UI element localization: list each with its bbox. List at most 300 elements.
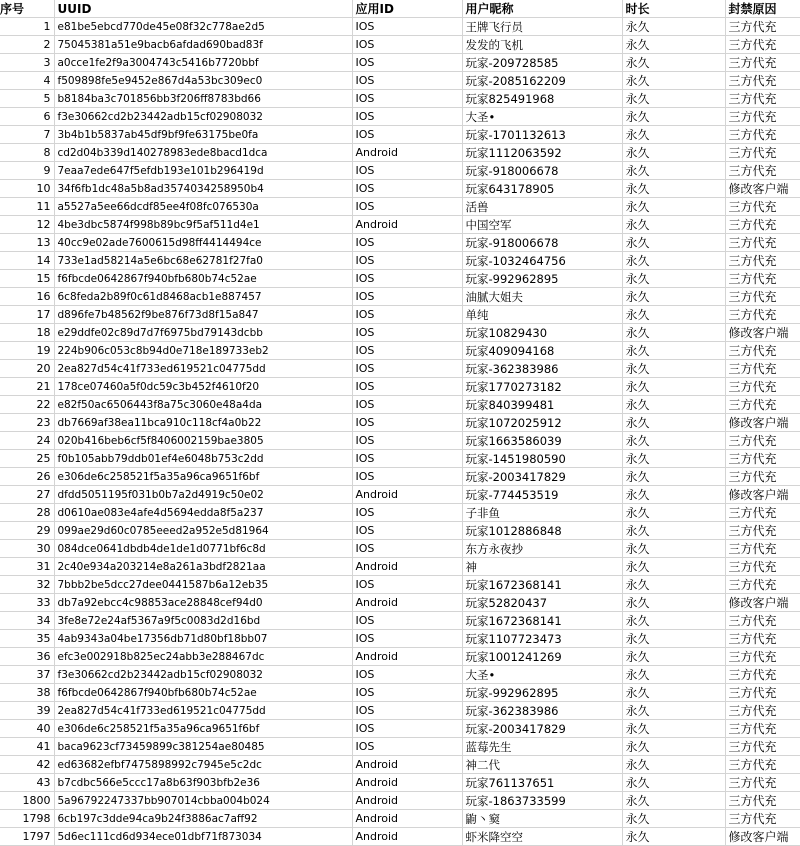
cell-app-id[interactable]: IOS [352, 180, 462, 198]
cell-duration[interactable]: 永久 [622, 324, 725, 342]
cell-app-id[interactable]: IOS [352, 162, 462, 180]
cell-duration[interactable]: 永久 [622, 72, 725, 90]
cell-uuid[interactable]: 733e1ad58214a5e6bc68e62781f27fa0 [54, 252, 352, 270]
cell-app-id[interactable]: IOS [352, 504, 462, 522]
cell-uuid[interactable]: e82f50ac6506443f8a75c3060e48a4da [54, 396, 352, 414]
cell-reason[interactable]: 三方代充 [725, 630, 800, 648]
cell-reason[interactable]: 三方代充 [725, 90, 800, 108]
cell-duration[interactable]: 永久 [622, 162, 725, 180]
table-row [0, 666, 800, 684]
cell-duration[interactable]: 永久 [622, 756, 725, 774]
cell-reason[interactable]: 三方代充 [725, 288, 800, 306]
cell-app-id[interactable]: IOS [352, 90, 462, 108]
cell-nickname[interactable]: 玩家-1451980590 [462, 450, 622, 468]
cell-nickname[interactable]: 中国空军 [462, 216, 622, 234]
table-row [0, 144, 800, 162]
cell-uuid[interactable]: 224b906c053c8b94d0e718e189733eb2 [54, 342, 352, 360]
cell-nickname[interactable]: 玩家-362383986 [462, 360, 622, 378]
cell-seq[interactable]: 32 [0, 576, 54, 594]
cell-app-id[interactable]: IOS [352, 288, 462, 306]
cell-seq[interactable]: 6 [0, 108, 54, 126]
cell-duration[interactable]: 永久 [622, 252, 725, 270]
cell-seq[interactable]: 16 [0, 288, 54, 306]
cell-duration[interactable]: 永久 [622, 270, 725, 288]
cell-app-id[interactable]: Android [352, 216, 462, 234]
cell-uuid[interactable]: 5d6ec111cd6d934ece01dbf71f873034 [54, 828, 352, 846]
cell-uuid[interactable]: baca9623cf73459899c381254ae80485 [54, 738, 352, 756]
header-app-id[interactable]: 应用ID [352, 0, 462, 18]
cell-app-id[interactable]: Android [352, 828, 462, 846]
cell-uuid[interactable]: f6fbcde0642867f940bfb680b74c52ae [54, 270, 352, 288]
table-row [0, 162, 800, 180]
cell-nickname[interactable]: 玩家-1032464756 [462, 252, 622, 270]
cell-reason[interactable]: 三方代充 [725, 648, 800, 666]
table-row [0, 468, 800, 486]
cell-nickname[interactable]: 玩家1012886848 [462, 522, 622, 540]
cell-duration[interactable]: 永久 [622, 342, 725, 360]
cell-duration[interactable]: 永久 [622, 360, 725, 378]
table-row [0, 792, 800, 810]
cell-reason[interactable]: 三方代充 [725, 234, 800, 252]
cell-duration[interactable]: 永久 [622, 198, 725, 216]
cell-nickname[interactable]: 玩家-992962895 [462, 270, 622, 288]
header-uuid[interactable]: UUID [54, 0, 352, 18]
cell-reason[interactable]: 三方代充 [725, 504, 800, 522]
cell-seq[interactable]: 35 [0, 630, 54, 648]
cell-uuid[interactable]: 3fe8e72e24af5367a9f5c0083d2d16bd [54, 612, 352, 630]
cell-app-id[interactable]: Android [352, 648, 462, 666]
cell-app-id[interactable]: IOS [352, 72, 462, 90]
cell-uuid[interactable]: f0b105abb79ddb01ef4e6048b753c2dd [54, 450, 352, 468]
cell-duration[interactable]: 永久 [622, 450, 725, 468]
cell-nickname[interactable]: 玩家-918006678 [462, 234, 622, 252]
cell-duration[interactable]: 永久 [622, 234, 725, 252]
cell-seq[interactable]: 25 [0, 450, 54, 468]
cell-uuid[interactable]: f3e30662cd2b23442adb15cf02908032 [54, 108, 352, 126]
cell-reason[interactable]: 三方代充 [725, 252, 800, 270]
cell-reason[interactable]: 三方代充 [725, 450, 800, 468]
cell-app-id[interactable]: IOS [352, 540, 462, 558]
cell-reason[interactable]: 三方代充 [725, 54, 800, 72]
cell-reason[interactable]: 三方代充 [725, 720, 800, 738]
cell-uuid[interactable]: 3b4b1b5837ab45df9bf9fe63175be0fa [54, 126, 352, 144]
cell-seq[interactable]: 9 [0, 162, 54, 180]
cell-uuid[interactable]: 7eaa7ede647f5efdb193e101b296419d [54, 162, 352, 180]
cell-uuid[interactable]: 40cc9e02ade7600615d98ff4414494ce [54, 234, 352, 252]
cell-seq[interactable]: 22 [0, 396, 54, 414]
cell-reason[interactable]: 修改客户端 [725, 486, 800, 504]
cell-nickname[interactable]: 玩家10829430 [462, 324, 622, 342]
cell-nickname[interactable]: 大圣• [462, 108, 622, 126]
cell-nickname[interactable]: 玩家-2003417829 [462, 720, 622, 738]
cell-uuid[interactable]: 099ae29d60c0785eeed2a952e5d81964 [54, 522, 352, 540]
cell-nickname[interactable]: 玩家-2085162209 [462, 72, 622, 90]
cell-app-id[interactable]: IOS [352, 18, 462, 36]
cell-seq[interactable]: 2 [0, 36, 54, 54]
cell-reason[interactable]: 三方代充 [725, 378, 800, 396]
cell-app-id[interactable]: IOS [352, 126, 462, 144]
table-row [0, 108, 800, 126]
cell-duration[interactable]: 永久 [622, 216, 725, 234]
cell-app-id[interactable]: Android [352, 558, 462, 576]
cell-nickname[interactable]: 单纯 [462, 306, 622, 324]
cell-nickname[interactable]: 子非鱼 [462, 504, 622, 522]
cell-uuid[interactable]: e29ddfe02c89d7d7f6975bd79143dcbb [54, 324, 352, 342]
cell-app-id[interactable]: IOS [352, 252, 462, 270]
cell-uuid[interactable]: a5527a5ee66dcdf85ee4f08fc076530a [54, 198, 352, 216]
cell-app-id[interactable]: IOS [352, 630, 462, 648]
cell-seq[interactable]: 39 [0, 702, 54, 720]
cell-duration[interactable]: 永久 [622, 558, 725, 576]
cell-uuid[interactable]: db7669af38ea11bca910c118cf4a0b22 [54, 414, 352, 432]
cell-nickname[interactable]: 蓝莓先生 [462, 738, 622, 756]
cell-app-id[interactable]: IOS [352, 36, 462, 54]
cell-duration[interactable]: 永久 [622, 720, 725, 738]
cell-duration[interactable]: 永久 [622, 414, 725, 432]
cell-app-id[interactable]: IOS [352, 666, 462, 684]
cell-app-id[interactable]: Android [352, 756, 462, 774]
header-row [0, 0, 800, 18]
cell-nickname[interactable]: 活兽 [462, 198, 622, 216]
cell-nickname[interactable]: 虾米降空空 [462, 828, 622, 846]
cell-duration[interactable]: 永久 [622, 486, 725, 504]
cell-reason[interactable]: 三方代充 [725, 666, 800, 684]
cell-seq[interactable]: 36 [0, 648, 54, 666]
cell-nickname[interactable]: 玩家-992962895 [462, 684, 622, 702]
cell-app-id[interactable]: IOS [352, 378, 462, 396]
cell-duration[interactable]: 永久 [622, 288, 725, 306]
cell-seq[interactable]: 10 [0, 180, 54, 198]
cell-reason[interactable]: 修改客户端 [725, 414, 800, 432]
cell-duration[interactable]: 永久 [622, 648, 725, 666]
cell-nickname[interactable]: 玩家1107723473 [462, 630, 622, 648]
cell-uuid[interactable]: efc3e002918b825ec24abb3e288467dc [54, 648, 352, 666]
cell-seq[interactable]: 40 [0, 720, 54, 738]
cell-seq[interactable]: 4 [0, 72, 54, 90]
cell-nickname[interactable]: 王牌飞行员 [462, 18, 622, 36]
table-row [0, 414, 800, 432]
cell-seq[interactable]: 23 [0, 414, 54, 432]
cell-app-id[interactable]: IOS [352, 54, 462, 72]
cell-reason[interactable]: 三方代充 [725, 540, 800, 558]
cell-uuid[interactable]: 084dce0641dbdb4de1de1d0771bf6c8d [54, 540, 352, 558]
cell-nickname[interactable]: 玩家1072025912 [462, 414, 622, 432]
cell-nickname[interactable]: 玩家1663586039 [462, 432, 622, 450]
cell-uuid[interactable]: d896fe7b48562f9be876f73d8f15a847 [54, 306, 352, 324]
cell-seq[interactable]: 14 [0, 252, 54, 270]
cell-duration[interactable]: 永久 [622, 666, 725, 684]
cell-nickname[interactable]: 大圣• [462, 666, 622, 684]
cell-nickname[interactable]: 玩家1770273182 [462, 378, 622, 396]
cell-reason[interactable]: 三方代充 [725, 342, 800, 360]
table-row [0, 216, 800, 234]
cell-uuid[interactable]: e306de6c258521f5a35a96ca9651f6bf [54, 720, 352, 738]
cell-uuid[interactable]: f3e30662cd2b23442adb15cf02908032 [54, 666, 352, 684]
cell-reason[interactable]: 三方代充 [725, 270, 800, 288]
cell-duration[interactable]: 永久 [622, 540, 725, 558]
cell-seq[interactable]: 17 [0, 306, 54, 324]
cell-app-id[interactable]: IOS [352, 432, 462, 450]
cell-app-id[interactable]: IOS [352, 702, 462, 720]
cell-nickname[interactable]: 玩家825491968 [462, 90, 622, 108]
cell-seq[interactable]: 38 [0, 684, 54, 702]
cell-uuid[interactable]: b8184ba3c701856bb3f206ff8783bd66 [54, 90, 352, 108]
cell-nickname[interactable]: 玩家1001241269 [462, 648, 622, 666]
cell-duration[interactable]: 永久 [622, 594, 725, 612]
cell-app-id[interactable]: IOS [352, 414, 462, 432]
cell-duration[interactable]: 永久 [622, 702, 725, 720]
cell-seq[interactable]: 11 [0, 198, 54, 216]
cell-duration[interactable]: 永久 [622, 468, 725, 486]
cell-duration[interactable]: 永久 [622, 108, 725, 126]
cell-seq[interactable]: 28 [0, 504, 54, 522]
cell-duration[interactable]: 永久 [622, 504, 725, 522]
table-row [0, 648, 800, 666]
cell-reason[interactable]: 三方代充 [725, 18, 800, 36]
cell-duration[interactable]: 永久 [622, 18, 725, 36]
cell-reason[interactable]: 三方代充 [725, 612, 800, 630]
cell-app-id[interactable]: Android [352, 792, 462, 810]
cell-uuid[interactable]: 2ea827d54c41f733ed619521c04775dd [54, 360, 352, 378]
cell-seq[interactable]: 26 [0, 468, 54, 486]
cell-reason[interactable]: 三方代充 [725, 576, 800, 594]
cell-seq[interactable]: 43 [0, 774, 54, 792]
cell-uuid[interactable]: e306de6c258521f5a35a96ca9651f6bf [54, 468, 352, 486]
cell-seq[interactable]: 30 [0, 540, 54, 558]
cell-app-id[interactable]: Android [352, 144, 462, 162]
cell-uuid[interactable]: 2ea827d54c41f733ed619521c04775dd [54, 702, 352, 720]
cell-duration[interactable]: 永久 [622, 738, 725, 756]
cell-uuid[interactable]: 4be3dbc5874f998b89bc9f5af511d4e1 [54, 216, 352, 234]
cell-seq[interactable]: 8 [0, 144, 54, 162]
cell-uuid[interactable]: 34f6fb1dc48a5b8ad3574034258950b4 [54, 180, 352, 198]
cell-nickname[interactable]: 鼩丶窫 [462, 810, 622, 828]
cell-uuid[interactable]: 4ab9343a04be17356db71d80bf18bb07 [54, 630, 352, 648]
cell-seq[interactable]: 18 [0, 324, 54, 342]
cell-seq[interactable]: 15 [0, 270, 54, 288]
cell-uuid[interactable]: 5a96792247337bb907014cbba004b024 [54, 792, 352, 810]
cell-nickname[interactable]: 玩家-2003417829 [462, 468, 622, 486]
cell-reason[interactable]: 三方代充 [725, 774, 800, 792]
cell-nickname[interactable]: 神 [462, 558, 622, 576]
table-row [0, 576, 800, 594]
cell-reason[interactable]: 三方代充 [725, 522, 800, 540]
cell-reason[interactable]: 三方代充 [725, 360, 800, 378]
cell-uuid[interactable]: 7bbb2be5dcc27dee0441587b6a12eb35 [54, 576, 352, 594]
cell-app-id[interactable]: IOS [352, 396, 462, 414]
cell-reason[interactable]: 三方代充 [725, 468, 800, 486]
header-reason[interactable]: 封禁原因 [725, 0, 800, 18]
cell-duration[interactable]: 永久 [622, 630, 725, 648]
cell-nickname[interactable]: 玩家1672368141 [462, 576, 622, 594]
cell-seq[interactable]: 1797 [0, 828, 54, 846]
table-row [0, 198, 800, 216]
cell-duration[interactable]: 永久 [622, 54, 725, 72]
cell-duration[interactable]: 永久 [622, 90, 725, 108]
cell-duration[interactable]: 永久 [622, 126, 725, 144]
cell-nickname[interactable]: 神二代 [462, 756, 622, 774]
cell-app-id[interactable]: Android [352, 774, 462, 792]
cell-seq[interactable]: 1800 [0, 792, 54, 810]
cell-uuid[interactable]: ed63682efbf7475898992c7945e5c2dc [54, 756, 352, 774]
cell-app-id[interactable]: IOS [352, 468, 462, 486]
cell-seq[interactable]: 3 [0, 54, 54, 72]
cell-seq[interactable]: 31 [0, 558, 54, 576]
cell-reason[interactable]: 修改客户端 [725, 180, 800, 198]
cell-uuid[interactable]: 2c40e934a203214e8a261a3bdf2821aa [54, 558, 352, 576]
cell-uuid[interactable]: db7a92ebcc4c98853ace28848cef94d0 [54, 594, 352, 612]
cell-app-id[interactable]: IOS [352, 108, 462, 126]
cell-seq[interactable]: 12 [0, 216, 54, 234]
cell-app-id[interactable]: Android [352, 486, 462, 504]
cell-duration[interactable]: 永久 [622, 522, 725, 540]
cell-duration[interactable]: 永久 [622, 36, 725, 54]
cell-seq[interactable]: 13 [0, 234, 54, 252]
cell-nickname[interactable]: 玩家-1863733599 [462, 792, 622, 810]
cell-reason[interactable]: 三方代充 [725, 684, 800, 702]
cell-uuid[interactable]: f509898fe5e9452e867d4a53bc309ec0 [54, 72, 352, 90]
cell-duration[interactable]: 永久 [622, 792, 725, 810]
cell-reason[interactable]: 三方代充 [725, 72, 800, 90]
cell-duration[interactable]: 永久 [622, 144, 725, 162]
cell-duration[interactable]: 永久 [622, 684, 725, 702]
cell-app-id[interactable]: IOS [352, 720, 462, 738]
cell-app-id[interactable]: IOS [352, 324, 462, 342]
cell-uuid[interactable]: b7cdbc566e5ccc17a8b63f903bfb2e36 [54, 774, 352, 792]
cell-uuid[interactable]: f6fbcde0642867f940bfb680b74c52ae [54, 684, 352, 702]
cell-seq[interactable]: 1 [0, 18, 54, 36]
cell-uuid[interactable]: a0cce1fe2f9a3004743c5416b7720bbf [54, 54, 352, 72]
cell-app-id[interactable]: IOS [352, 306, 462, 324]
cell-duration[interactable]: 永久 [622, 180, 725, 198]
cell-seq[interactable]: 29 [0, 522, 54, 540]
cell-app-id[interactable]: IOS [352, 576, 462, 594]
cell-duration[interactable]: 永久 [622, 396, 725, 414]
cell-app-id[interactable]: IOS [352, 450, 462, 468]
cell-reason[interactable]: 三方代充 [725, 144, 800, 162]
table-row [0, 486, 800, 504]
cell-uuid[interactable]: 020b416beb6cf5f8406002159bae3805 [54, 432, 352, 450]
cell-app-id[interactable]: IOS [352, 612, 462, 630]
cell-app-id[interactable]: IOS [352, 198, 462, 216]
cell-seq[interactable]: 33 [0, 594, 54, 612]
cell-uuid[interactable]: 6cb197c3dde94ca9b24f3886ac7aff92 [54, 810, 352, 828]
cell-app-id[interactable]: Android [352, 810, 462, 828]
cell-nickname[interactable]: 玩家-209728585 [462, 54, 622, 72]
cell-uuid[interactable]: 6c8feda2b89f0c61d8468acb1e887457 [54, 288, 352, 306]
header-duration[interactable]: 时长 [622, 0, 725, 18]
cell-seq[interactable]: 7 [0, 126, 54, 144]
table-row [0, 720, 800, 738]
cell-reason[interactable]: 三方代充 [725, 108, 800, 126]
cell-nickname[interactable]: 玩家1672368141 [462, 612, 622, 630]
cell-nickname[interactable]: 玩家1112063592 [462, 144, 622, 162]
cell-reason[interactable]: 修改客户端 [725, 324, 800, 342]
cell-nickname[interactable]: 玩家52820437 [462, 594, 622, 612]
cell-reason[interactable]: 三方代充 [725, 198, 800, 216]
cell-nickname[interactable]: 玩家-774453519 [462, 486, 622, 504]
cell-app-id[interactable]: IOS [352, 522, 462, 540]
cell-seq[interactable]: 21 [0, 378, 54, 396]
cell-reason[interactable]: 修改客户端 [725, 828, 800, 846]
cell-app-id[interactable]: IOS [352, 342, 462, 360]
cell-nickname[interactable]: 玩家643178905 [462, 180, 622, 198]
cell-duration[interactable]: 永久 [622, 306, 725, 324]
cell-app-id[interactable]: IOS [352, 270, 462, 288]
cell-nickname[interactable]: 玩家-1701132613 [462, 126, 622, 144]
cell-duration[interactable]: 永久 [622, 576, 725, 594]
cell-app-id[interactable]: IOS [352, 738, 462, 756]
cell-uuid[interactable]: 178ce07460a5f0dc59c3b452f4610f20 [54, 378, 352, 396]
cell-reason[interactable]: 三方代充 [725, 558, 800, 576]
cell-uuid[interactable]: cd2d04b339d140278983ede8bacd1dca [54, 144, 352, 162]
cell-duration[interactable]: 永久 [622, 432, 725, 450]
cell-seq[interactable]: 34 [0, 612, 54, 630]
cell-reason[interactable]: 三方代充 [725, 432, 800, 450]
cell-nickname[interactable]: 东方永夜抄 [462, 540, 622, 558]
cell-app-id[interactable]: IOS [352, 360, 462, 378]
cell-nickname[interactable]: 玩家-362383986 [462, 702, 622, 720]
cell-seq[interactable]: 19 [0, 342, 54, 360]
cell-duration[interactable]: 永久 [622, 810, 725, 828]
table-row [0, 288, 800, 306]
cell-reason[interactable]: 三方代充 [725, 306, 800, 324]
cell-app-id[interactable]: Android [352, 594, 462, 612]
cell-nickname[interactable]: 油腻大姐夫 [462, 288, 622, 306]
cell-app-id[interactable]: IOS [352, 234, 462, 252]
cell-nickname[interactable]: 玩家840399481 [462, 396, 622, 414]
cell-seq[interactable]: 24 [0, 432, 54, 450]
cell-reason[interactable]: 三方代充 [725, 162, 800, 180]
cell-reason[interactable]: 三方代充 [725, 738, 800, 756]
cell-duration[interactable]: 永久 [622, 378, 725, 396]
header-nickname[interactable]: 用户昵称 [462, 0, 622, 18]
cell-seq[interactable]: 37 [0, 666, 54, 684]
cell-nickname[interactable]: 玩家-918006678 [462, 162, 622, 180]
cell-duration[interactable]: 永久 [622, 774, 725, 792]
cell-duration[interactable]: 永久 [622, 828, 725, 846]
table-body [0, 18, 800, 846]
cell-uuid[interactable]: 75045381a51e9bacb6afdad690bad83f [54, 36, 352, 54]
cell-reason[interactable]: 修改客户端 [725, 594, 800, 612]
cell-seq[interactable]: 5 [0, 90, 54, 108]
table-row [0, 270, 800, 288]
cell-reason[interactable]: 三方代充 [725, 756, 800, 774]
cell-reason[interactable]: 三方代充 [725, 216, 800, 234]
cell-uuid[interactable]: e81be5ebcd770de45e08f32c778ae2d5 [54, 18, 352, 36]
cell-seq[interactable]: 42 [0, 756, 54, 774]
cell-reason[interactable]: 三方代充 [725, 702, 800, 720]
cell-reason[interactable]: 三方代充 [725, 36, 800, 54]
cell-duration[interactable]: 永久 [622, 612, 725, 630]
cell-nickname[interactable]: 玩家761137651 [462, 774, 622, 792]
cell-seq[interactable]: 41 [0, 738, 54, 756]
cell-reason[interactable]: 三方代充 [725, 396, 800, 414]
header-seq[interactable]: 序号 [0, 0, 54, 18]
table-row [0, 684, 800, 702]
cell-reason[interactable]: 三方代充 [725, 792, 800, 810]
cell-uuid[interactable]: d0610ae083e4afe4d5694edda8f5a237 [54, 504, 352, 522]
cell-seq[interactable]: 20 [0, 360, 54, 378]
cell-reason[interactable]: 三方代充 [725, 126, 800, 144]
cell-seq[interactable]: 27 [0, 486, 54, 504]
cell-app-id[interactable]: IOS [352, 684, 462, 702]
cell-seq[interactable]: 1798 [0, 810, 54, 828]
cell-nickname[interactable]: 发发的飞机 [462, 36, 622, 54]
cell-reason[interactable]: 三方代充 [725, 810, 800, 828]
cell-uuid[interactable]: dfdd5051195f031b0b7a2d4919c50e02 [54, 486, 352, 504]
cell-nickname[interactable]: 玩家409094168 [462, 342, 622, 360]
